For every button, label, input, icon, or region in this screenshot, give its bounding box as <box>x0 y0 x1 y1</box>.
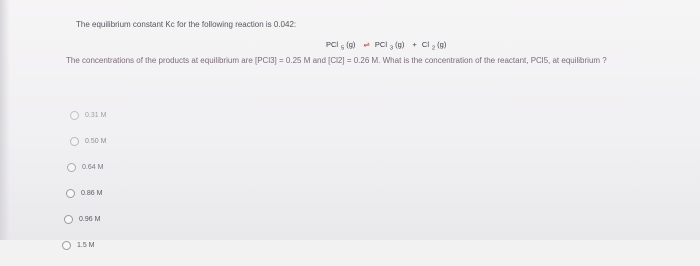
answer-option-label: 0.31 M <box>85 111 107 119</box>
answer-option-label: 0.50 M <box>85 137 107 145</box>
radio-button-icon[interactable] <box>64 215 73 224</box>
page-edge-shadow <box>0 0 10 240</box>
radio-button-icon[interactable] <box>67 163 76 172</box>
answer-options <box>64 110 106 266</box>
answer-option-label: 0.64 M <box>82 163 104 171</box>
answer-option[interactable] <box>62 240 106 250</box>
reactant-formula: PCl $_5$ (g) <box>326 40 356 52</box>
question-prompt: The concentrations of the products at equilibrium are [PCl3] = 0.25 M and [Cl2] = 0.26 M. What is the concentration of the reactant, PCl5, at equilibrium ? <box>66 56 607 65</box>
answer-option-label: 0.86 M <box>81 189 103 197</box>
reaction-equation <box>326 40 452 52</box>
radio-button-icon[interactable] <box>62 241 71 250</box>
product2-formula: Cl $_2$ (g) <box>421 40 447 52</box>
answer-option[interactable] <box>70 136 106 146</box>
radio-button-icon[interactable] <box>66 189 75 198</box>
question-intro: The equilibrium constant Kc for the following reaction is 0.042: <box>76 20 297 29</box>
answer-option[interactable] <box>64 214 106 224</box>
answer-option[interactable] <box>70 110 106 120</box>
answer-option[interactable] <box>66 188 106 198</box>
radio-button-icon[interactable] <box>70 137 79 146</box>
answer-option[interactable] <box>67 162 106 172</box>
answer-option-label: 0.96 M <box>79 215 101 223</box>
answer-option-label: 1.5 M <box>77 241 95 249</box>
product1-formula: PCl $_3$ (g) <box>374 40 405 52</box>
radio-button-icon[interactable] <box>70 111 79 120</box>
plus-sign: + <box>412 40 417 49</box>
equilibrium-arrow-icon: ⇌ <box>363 40 370 49</box>
